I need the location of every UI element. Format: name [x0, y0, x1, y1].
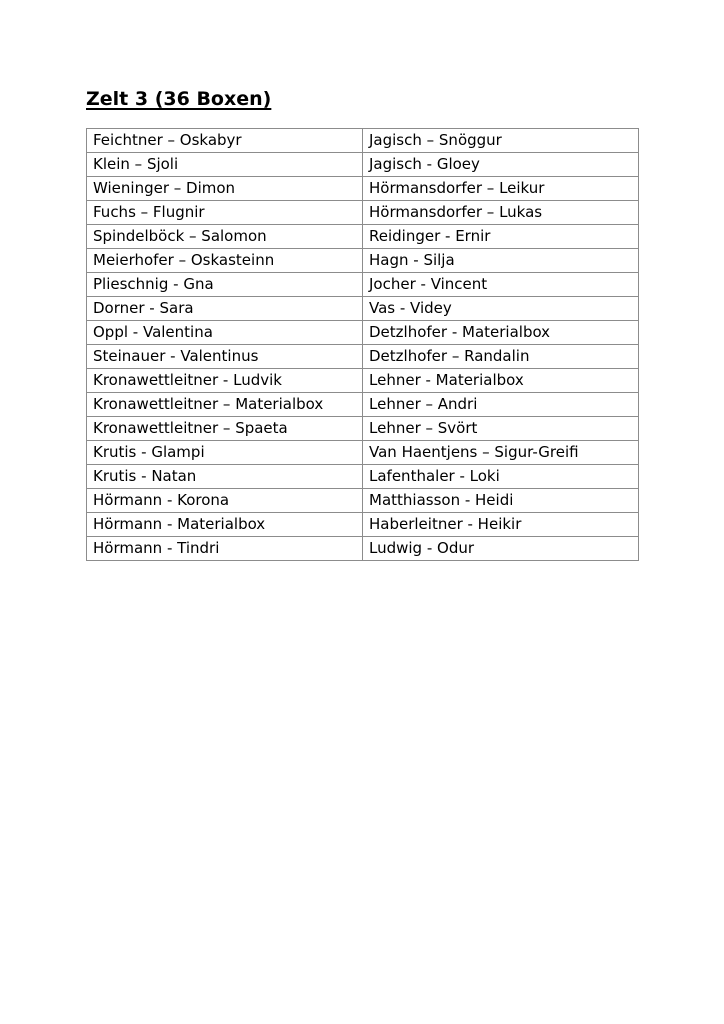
table-cell-left: Meierhofer – Oskasteinn [87, 249, 363, 273]
table-row [87, 369, 639, 393]
table-cell-right: Hörmansdorfer – Lukas [363, 201, 639, 225]
table-cell-left: Hörmann - Korona [87, 489, 363, 513]
table-cell-right: Lehner - Materialbox [363, 369, 639, 393]
table-cell-left: Plieschnig - Gna [87, 273, 363, 297]
table-cell-right: Jagisch – Snöggur [363, 129, 639, 153]
table-cell-right: Vas - Videy [363, 297, 639, 321]
table-cell-right: Jagisch - Gloey [363, 153, 639, 177]
table-cell-right: Lehner – Andri [363, 393, 639, 417]
table-row [87, 177, 639, 201]
table-row [87, 297, 639, 321]
table-cell-left: Fuchs – Flugnir [87, 201, 363, 225]
table-row [87, 225, 639, 249]
table-row [87, 273, 639, 297]
table-row [87, 393, 639, 417]
table-cell-right: Detzlhofer – Randalin [363, 345, 639, 369]
table-cell-left: Steinauer - Valentinus [87, 345, 363, 369]
table-cell-left: Krutis - Natan [87, 465, 363, 489]
table-row [87, 321, 639, 345]
table-cell-right: Lehner – Svört [363, 417, 639, 441]
table-row [87, 537, 639, 561]
table-row [87, 465, 639, 489]
table-cell-left: Kronawettleitner – Spaeta [87, 417, 363, 441]
table-cell-left: Wieninger – Dimon [87, 177, 363, 201]
table-row [87, 201, 639, 225]
table-row [87, 249, 639, 273]
table-cell-right: Ludwig - Odur [363, 537, 639, 561]
table-cell-left: Oppl - Valentina [87, 321, 363, 345]
table-cell-left: Kronawettleitner – Materialbox [87, 393, 363, 417]
table-cell-right: Hagn - Silja [363, 249, 639, 273]
table-cell-left: Krutis - Glampi [87, 441, 363, 465]
table-row [87, 129, 639, 153]
table-row [87, 417, 639, 441]
table-cell-right: Jocher - Vincent [363, 273, 639, 297]
table-cell-right: Hörmansdorfer – Leikur [363, 177, 639, 201]
table-cell-left: Spindelböck – Salomon [87, 225, 363, 249]
table-cell-left: Feichtner – Oskabyr [87, 129, 363, 153]
table-cell-right: Haberleitner - Heikir [363, 513, 639, 537]
table-cell-right: Matthiasson - Heidi [363, 489, 639, 513]
table-cell-right: Lafenthaler - Loki [363, 465, 639, 489]
table-row [87, 345, 639, 369]
table-row [87, 441, 639, 465]
table-cell-left: Hörmann - Materialbox [87, 513, 363, 537]
table-cell-left: Klein – Sjoli [87, 153, 363, 177]
table-cell-right: Van Haentjens – Sigur-Greifi [363, 441, 639, 465]
table-row [87, 489, 639, 513]
table-cell-right: Detzlhofer - Materialbox [363, 321, 639, 345]
table-cell-right: Reidinger - Ernir [363, 225, 639, 249]
table-row [87, 513, 639, 537]
page-title: Zelt 3 (36 Boxen) [86, 88, 272, 110]
box-assignment-table [86, 128, 639, 561]
table-row [87, 153, 639, 177]
table-cell-left: Kronawettleitner - Ludvik [87, 369, 363, 393]
table-cell-left: Hörmann - Tindri [87, 537, 363, 561]
table-cell-left: Dorner - Sara [87, 297, 363, 321]
